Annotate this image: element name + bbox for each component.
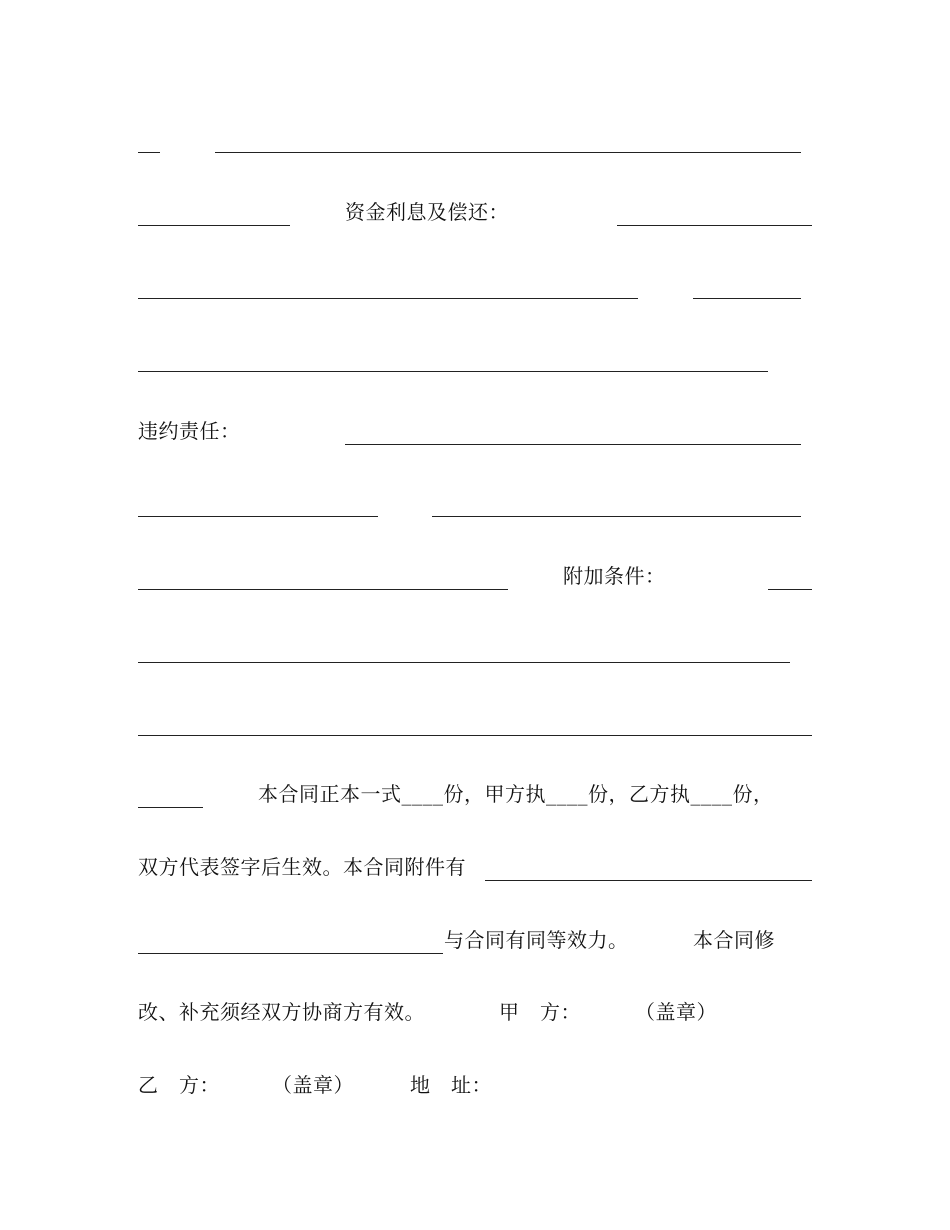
amend-text-part-1: 本合同修 [693,928,775,952]
party-b-seal: （盖章） [272,1073,354,1097]
blank-underline [138,225,290,226]
party-a-label: 甲 方： [499,1000,581,1024]
copies-text: 本合同正本一式____份，甲方执____份，乙方执____份， [258,782,774,806]
blank-underline [768,589,812,590]
blank-underline [617,225,812,226]
blank-underline [138,516,378,517]
blank-underline [138,371,768,372]
amend-text-part-2: 改、补充须经双方协商方有效。 [138,1000,425,1024]
equal-effect-line [138,926,814,954]
blank-underline [138,152,160,153]
loan-interest-line [138,198,814,226]
blank-line-8 [138,635,814,663]
address-label: 地 址： [410,1073,492,1097]
blank-underline [138,953,443,954]
party-b-line [138,1071,814,1099]
additional-terms-line [138,562,814,590]
blank-underline [432,516,801,517]
blank-underline [138,662,790,663]
copies-line [138,780,814,808]
breach-line [138,417,814,445]
blank-underline [138,589,508,590]
blank-line-9 [138,708,814,736]
effect-text: 双方代表签字后生效。本合同附件有 [138,855,466,879]
blank-line-4 [138,344,814,372]
party-a-seal: （盖章） [635,1000,717,1024]
blank-underline [345,444,801,445]
amend-line [138,998,814,1026]
blank-underline [693,298,801,299]
loan-interest-label: 资金利息及偿还： [345,200,509,224]
blank-underline [485,880,812,881]
blank-underline [138,807,203,808]
breach-label: 违约责任： [138,419,241,443]
blank-line-6 [138,489,814,517]
blank-line-1 [138,125,814,153]
effect-line [138,853,814,881]
blank-line-3 [138,271,814,299]
equal-effect-text: 与合同有同等效力。 [444,928,629,952]
blank-underline [138,735,812,736]
blank-underline [215,152,801,153]
party-b-label: 乙 方： [138,1073,220,1097]
additional-terms-label: 附加条件： [563,564,666,588]
blank-underline [138,298,638,299]
